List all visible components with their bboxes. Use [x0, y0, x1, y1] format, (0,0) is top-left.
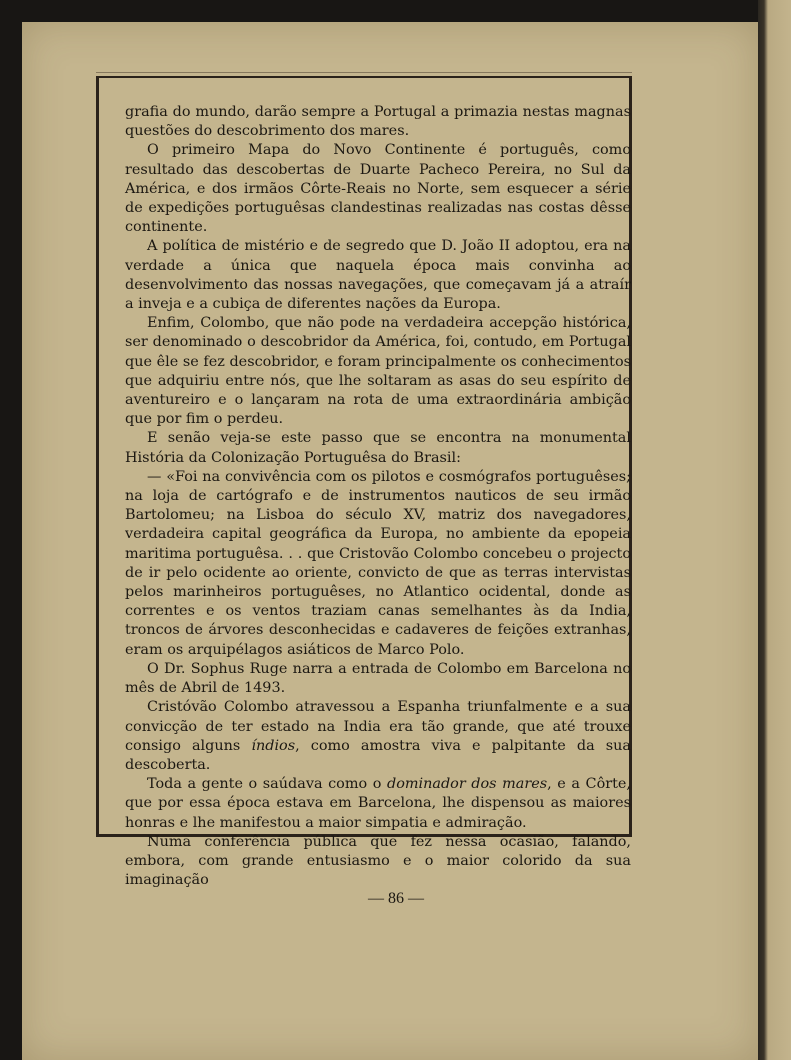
body-text: [125, 103, 631, 890]
paragraph: O Dr. Sophus Ruge narra a entrada de Colombo em Barcelona no mês de Abril de 1493.: [125, 660, 631, 697]
paragraph: [125, 698, 631, 775]
italic-term: dominador dos mares: [386, 776, 548, 793]
text-run: , como amostra viva e palpitante da sua descoberta.: [125, 737, 631, 773]
text-run: Toda a gente o saúdava como o: [147, 776, 387, 793]
paragraph: E senão veja-se este passo que se encontra na monumental História da Colonização Portuguêsa do Brasil:: [125, 430, 631, 466]
frame-top-rule: [96, 72, 632, 73]
paragraph: grafia do mundo, darão sempre a Portugal a primazia nestas magnas questões do descobrimento dos mares.: [125, 104, 631, 140]
paragraph: Enfim, Colombo, que não pode na verdadeira accepção histórica, ser denominado o descobridor da América, foi, contudo, em Portugal que êle se fez descobridor, e foram principalmente os conhecimentos que adquiriu entre nós, que lhe soltaram as asas do seu espírito de aventureiro e o lançaram na rota de uma extraordinária ambição que por fim o perdeu.: [125, 315, 631, 428]
paragraph: [125, 775, 631, 833]
paragraph: O primeiro Mapa do Novo Continente é português, como resultado das descobertas de Duarte Pacheco Pereira, no Sul da América, e dos irmãos Côrte-Reais no Norte, sem esquecer a série de expedições portuguêsas clandestinas realizadas nas costas dêsse continente.: [125, 142, 631, 236]
quotation-paragraph: — «Foi na convivência com os pilotos e cosmógrafos portuguêses; na loja de cartógrafo e de instrumentos nauticos de seu irmão Bartolomeu; na Lisboa do século XV, matriz dos navegadores, verdadeira capital geográfica da Europa, no ambiente da epopeia maritima portuguêsa. . . que Cristovão Colombo concebeu o projecto de ir pelo ocidente ao oriente, convicto de que as terras intervistas pelos marinheiros portuguêses, no Atlantico ocidental, donde as correntes e os ventos traziam canas semelhantes às da India, troncos de árvores desconhecidas e cadaveres de feições extranhas, eram os arquipélagos asiáticos de Marco Polo.: [125, 468, 631, 658]
page-number: — 86 —: [368, 890, 424, 907]
paragraph: A política de mistério e de segredo que D. João II adoptou, era na verdade a única que naquela época mais convinha ao desenvolvimento das nossas navegações, que começavam já a atraír a inveja e a cubiça de diferentes nações da Europa.: [125, 238, 631, 313]
next-page-edge: [758, 0, 791, 1060]
italic-term: índios: [251, 737, 296, 754]
paragraph: Numa conferência pública que fez nessa ocasião, falando, embora, com grande entusiasmo e o maior colorido da sua imaginação: [125, 833, 631, 889]
text-run: Cristóvão Colombo atravessou a Espanha triunfalmente e a sua convicção de ter estado na India era tão grande, que até trouxe consigo alguns: [125, 699, 631, 754]
text-run: , e a Côrte, que por essa época estava em Barcelona, lhe dispensou as maiores honras e lhe manifestou a maior simpatia e admiração.: [125, 776, 631, 831]
